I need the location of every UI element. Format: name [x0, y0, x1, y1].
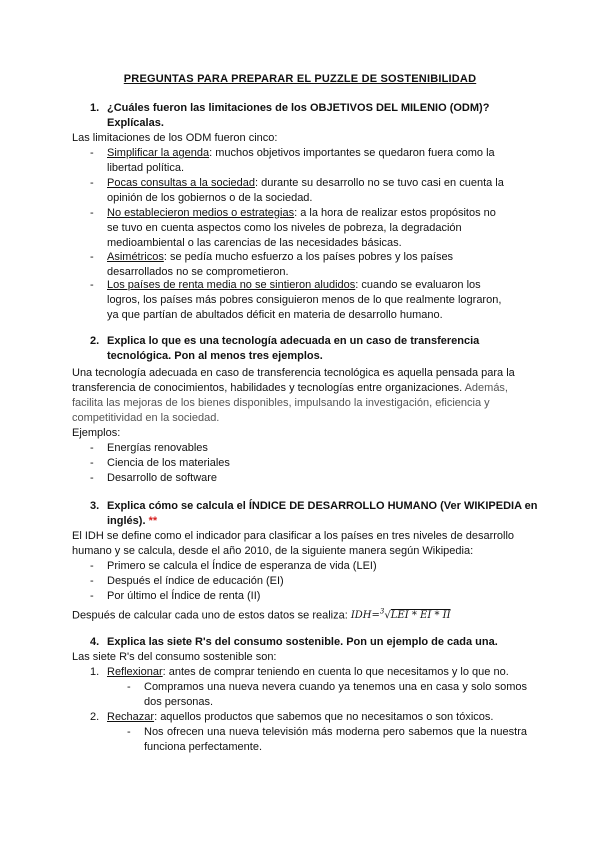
item-term: Reflexionar — [107, 666, 163, 678]
item-term: Simplificar la agenda — [107, 147, 210, 159]
item-term: Rechazar — [107, 711, 155, 723]
item-desc: : cuando se evaluaron los logros, los países más pobres consiguieron menos de lo que realmente lograron, ya que partían de abultados déficit en materia de desarrollo humano. — [107, 279, 502, 321]
question-4 — [90, 635, 540, 650]
item-desc: : aquellos productos que sabemos que no necesitamos o son tóxicos. — [154, 711, 494, 723]
list-item: - Pocas consultas a la sociedad: durante su desarrollo no se tuvo casi en cuenta la opinión de los gobiernos o de la sociedad. — [90, 177, 504, 204]
question-number: 3. — [90, 500, 100, 512]
paragraph-text: Una tecnología adecuada en caso de transferencia tecnológica es aquella pensada para la transferencia de conocimientos, habilidades y tecnologías entre organizaciones. — [72, 367, 515, 394]
item-desc: : se pedía mucho esfuerzo a los países pobres y los países desarrollados no se comprometieron. — [107, 251, 454, 278]
question-3 — [90, 499, 540, 529]
q4-intro: Las siete R's del consumo sostenible son: — [72, 651, 277, 663]
index-item: Primero se calcula el Índice de esperanza de vida (LEI) — [107, 560, 377, 572]
index-item: Después el índice de educación (EI) — [107, 575, 284, 587]
item-desc: : antes de comprar teniendo en cuenta lo que necesitamos y lo que no. — [162, 666, 509, 678]
question-text: Explica las siete R's del consumo sostenible. Pon un ejemplo de cada una. — [107, 636, 498, 648]
formula-line — [72, 605, 542, 623]
list-item: - Primero se calcula el Índice de esperanza de vida (LEI) — [90, 559, 510, 574]
item-desc: : muchos objetivos importantes se quedaron fuera como la libertad política. — [107, 147, 495, 174]
list-item: - No establecieron medios o estrategias: a la hora de realizar estos propósitos no se tuvo en cuenta aspectos como los niveles de pobreza, la degradación medioambiental o las carencias de las necesidades básicas. — [90, 207, 496, 249]
paragraph-text-grey: Además, facilita las mejoras de los bienes disponibles, impulsando la investigación, eficiencia y competitividad en la sociedad. — [72, 382, 508, 424]
question-text: Explica cómo se calcula el ÍNDICE DE DESARROLLO HUMANO (Ver WIKIPEDIA en inglés). — [107, 500, 538, 527]
question-text: ¿Cuáles fueron las limitaciones de los OBJETIVOS DEL MILENIO (ODM)? Explícalas. — [107, 102, 490, 129]
examples-label: Ejemplos: — [72, 427, 121, 439]
index-item: Por último el Índice de renta (II) — [107, 590, 261, 602]
item-desc: : durante su desarrollo no se tuvo casi en cuenta la opinión de los gobiernos o de la sociedad. — [107, 177, 504, 204]
q2-paragraph — [72, 366, 542, 426]
example-text: Ciencia de los materiales — [107, 457, 230, 469]
list-item: - Después el índice de educación (EI) — [90, 574, 510, 589]
document-title: PREGUNTAS PARA PREPARAR EL PUZZLE DE SOSTENIBILIDAD — [123, 73, 477, 85]
item-term: Los países de renta media no se sintieron aludidos — [107, 279, 356, 291]
item-term: No establecieron medios o estrategias — [107, 207, 295, 219]
list-item: - Por último el Índice de renta (II) — [90, 589, 510, 604]
q3-paragraph: El IDH se define como el indicador para clasificar a los países en tres niveles de desarrollo humano y se calcula, desde el año 2010, de la siguiente manera según Wikipedia: — [72, 530, 515, 557]
question-number: 1. — [90, 102, 100, 114]
item-term: Asimétricos — [107, 251, 164, 263]
list-item: - Los países de renta media no se sintieron aludidos: cuando se evaluaron los logros, los países más pobres consiguieron menos de lo que realmente lograron, ya que partían de abultados déficit en materia de desarrollo humano. — [90, 279, 502, 321]
hdi-formula: IDH=$^3$√LEI * EI * II — [350, 608, 451, 622]
list-item: - Energías renovables — [90, 441, 510, 456]
asterisk-mark: ** — [148, 515, 158, 527]
list-item: 1. Reflexionar: antes de comprar teniendo en cuenta lo que necesitamos y lo que no. — [90, 666, 509, 678]
question-number: 2. — [90, 335, 100, 347]
question-2 — [90, 334, 540, 364]
example-item: - Compramos una nueva nevera cuando ya tenemos una en casa y solo somos dos personas. — [127, 681, 527, 708]
list-item: - Asimétricos: se pedía mucho esfuerzo a los países pobres y los países desarrollados no se comprometieron. — [90, 251, 454, 278]
item-term: Pocas consultas a la sociedad — [107, 177, 255, 189]
example-text: Energías renovables — [107, 442, 208, 454]
formula-intro: Después de calcular cada uno de estos datos se realiza: — [72, 609, 348, 622]
q1-intro: Las limitaciones de los ODM fueron cinco: — [72, 132, 278, 144]
example-item: - Nos ofrecen una nueva televisión más moderna pero sabemos que la nuestra funciona perfectamente. — [127, 726, 527, 753]
question-text: Explica lo que es una tecnología adecuada en un caso de transferencia tecnológica. Pon al menos tres ejemplos. — [107, 335, 480, 362]
item-desc: : a la hora de realizar estos propósitos no se tuvo en cuenta aspectos como los niveles de pobreza, la degradación medioambiental o las carencias de las necesidades básicas. — [107, 207, 496, 249]
example-text: Desarrollo de software — [107, 472, 218, 484]
list-item: - Ciencia de los materiales — [90, 456, 510, 471]
list-item: - Desarrollo de software — [90, 471, 510, 486]
list-item: 2. Rechazar: aquellos productos que sabemos que no necesitamos o son tóxicos. — [90, 711, 494, 723]
question-1 — [90, 101, 540, 131]
question-number: 4. — [90, 636, 100, 648]
list-item: - Simplificar la agenda: muchos objetivos importantes se quedaron fuera como la libertad política. — [90, 147, 495, 174]
